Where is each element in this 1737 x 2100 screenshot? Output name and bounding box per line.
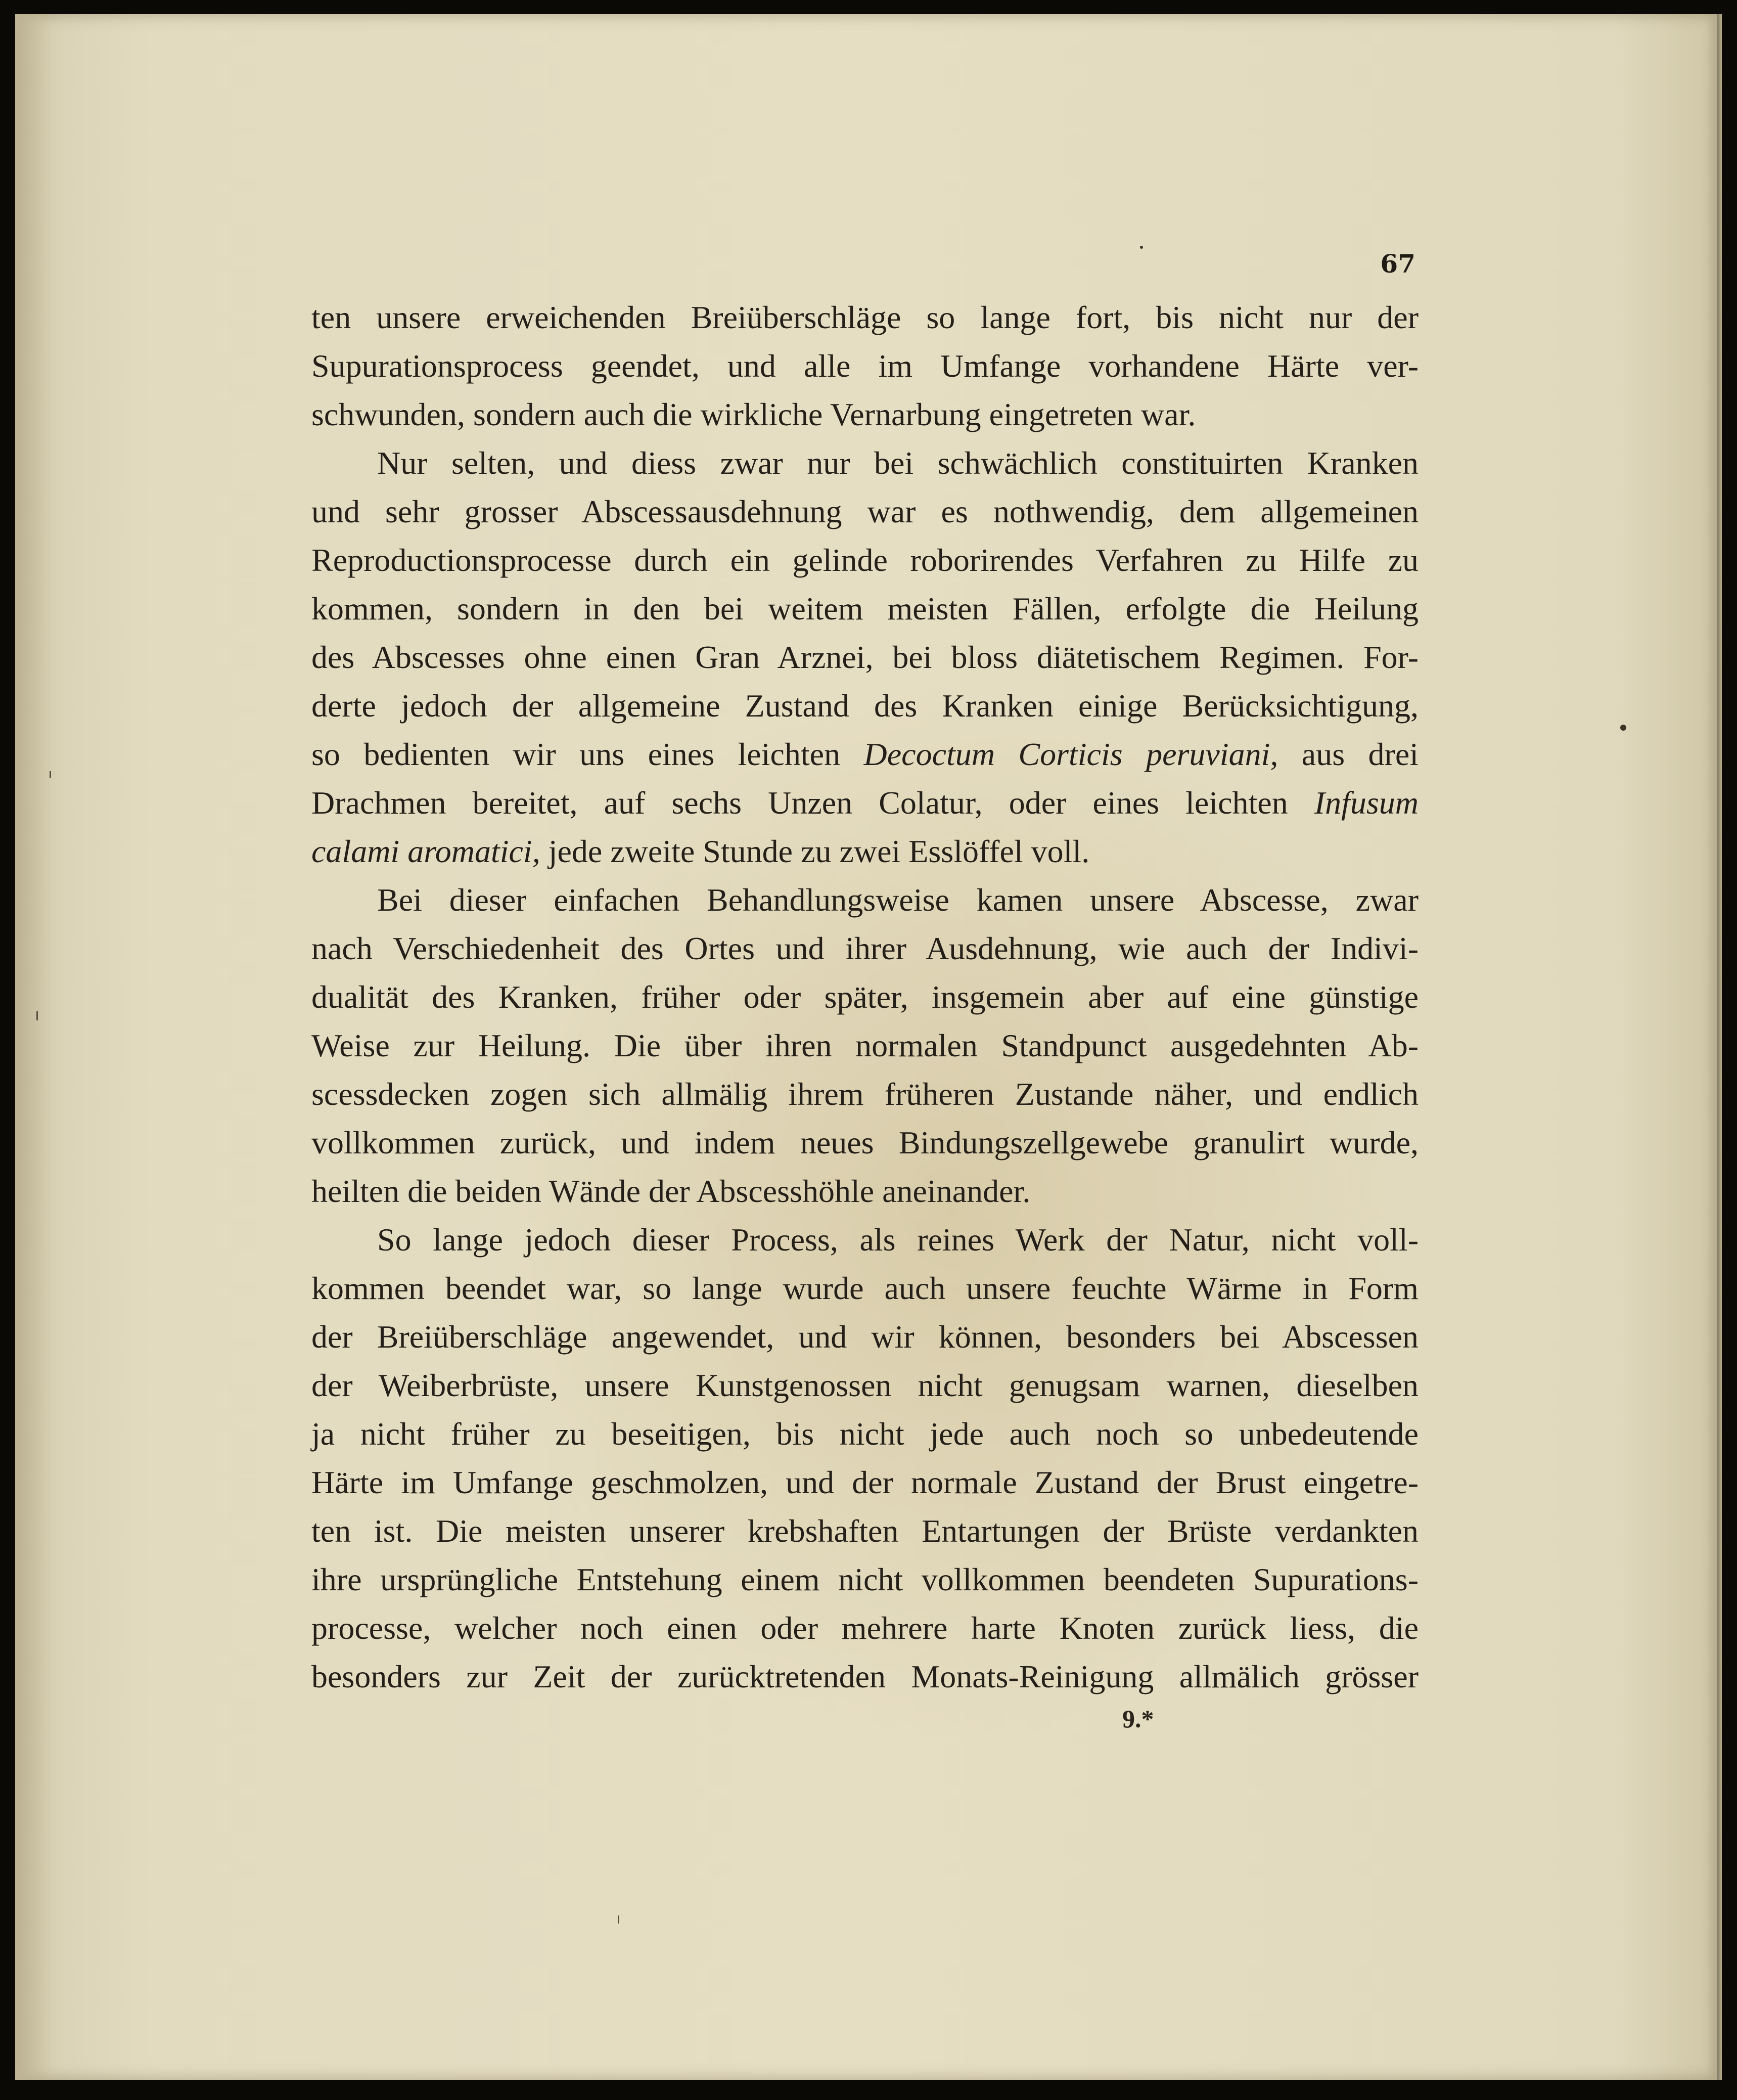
binding-gutter-shadow [15,14,51,2080]
latin-term: Decoctum Corticis peruviani, [863,736,1278,772]
text-line: Supurationsprocess geendet, und alle im Umfange vorhandene Härte ver- [311,348,1419,384]
text-line: der Weiberbrüste, unsere Kunstgenossen nicht genugsam warnen, dieselben [311,1367,1419,1403]
text-line: ten unsere erweichenden Breiüberschläge so lange fort, bis nicht nur der [311,299,1419,335]
latin-term: calami aromatici, [311,833,540,869]
text-line: Reproductionsprocesse durch ein gelinde roborirendes Verfahren zu Hilfe zu [311,542,1419,578]
page-edge-shadow [1707,14,1722,2080]
text-line: des Abscesses ohne einen Gran Arznei, bei bloss diätetischem Regimen. For- [311,639,1419,675]
text-line: der Breiüberschläge angewendet, und wir können, besonders bei Abscessen [311,1319,1419,1355]
text-line: heilten die beiden Wände der Abscesshöhle aneinander. [311,1173,1031,1209]
paragraph-first-line: Nur selten, und diess zwar nur bei schwächlich constituirten Kranken [377,445,1419,481]
text-line: derte jedoch der allgemeine Zustand des Kranken einige Berücksichtigung, [311,688,1419,724]
text-line: Härte im Umfange geschmolzen, und der normale Zustand der Brust eingetre- [311,1464,1419,1500]
text-line: vollkommen zurück, und indem neues Bindungszellgewebe granulirt wurde, [311,1125,1419,1160]
text-line: ja nicht früher zu beseitigen, bis nicht jede auch noch so unbedeutende [311,1416,1419,1452]
text-line: nach Verschiedenheit des Ortes und ihrer Ausdehnung, wie auch der Indivi- [311,930,1419,966]
text-line-with-latin [311,827,1419,876]
text-line: dualität des Kranken, früher oder später, insgemein aber auf eine günstige [311,979,1419,1015]
text-line: und sehr grosser Abscessausdehnung war es nothwendig, dem allgemeinen [311,494,1419,529]
paper-mark [36,1011,38,1020]
paper-speck [1620,725,1626,731]
text-line-with-latin [311,730,1419,779]
paragraph-first-line: Bei dieser einfachen Behandlungsweise kamen unsere Abscesse, zwar [377,882,1419,918]
paper-speck [1140,246,1143,249]
paragraph-first-line: So lange jedoch dieser Process, als reines Werk der Natur, nicht voll- [377,1222,1419,1258]
text-run: Drachmen bereitet, auf sechs Unzen Colatur, oder eines leichten [311,785,1314,821]
body-text [311,293,1419,1701]
signature-mark: 9.* [1122,1705,1154,1733]
text-line: ihre ursprüngliche Entstehung einem nicht vollkommen beendeten Supurations- [311,1561,1419,1597]
text-run: jede zweite Stunde zu zwei Esslöffel voll. [540,833,1090,869]
text-line: schwunden, sondern auch die wirkliche Vernarbung eingetreten war. [311,396,1196,432]
text-line: Weise zur Heilung. Die über ihren normalen Standpunct ausgedehnten Ab- [311,1027,1419,1063]
text-line: kommen, sondern in den bei weitem meisten Fällen, erfolgte die Heilung [311,591,1419,627]
paper-mark [618,1915,619,1924]
text-line: scessdecken zogen sich allmälig ihrem früheren Zustande näher, und endlich [311,1076,1419,1112]
text-line: processe, welcher noch einen oder mehrere harte Knoten zurück liess, die [311,1610,1419,1646]
paper-mark [50,771,51,778]
text-run: so bedienten wir uns eines leichten [311,736,864,772]
page-number: 67 [1380,249,1415,279]
text-line-with-latin [311,779,1419,827]
text-line: kommen beendet war, so lange wurde auch unsere feuchte Wärme in Form [311,1270,1419,1306]
text-line: ten ist. Die meisten unserer krebshaften Entartungen der Brüste verdankten [311,1513,1419,1549]
text-line: besonders zur Zeit der zurücktretenden Monats-Reinigung allmälich grösser [311,1659,1419,1694]
latin-term: Infusum [1314,785,1419,821]
text-run: aus drei [1278,736,1419,772]
